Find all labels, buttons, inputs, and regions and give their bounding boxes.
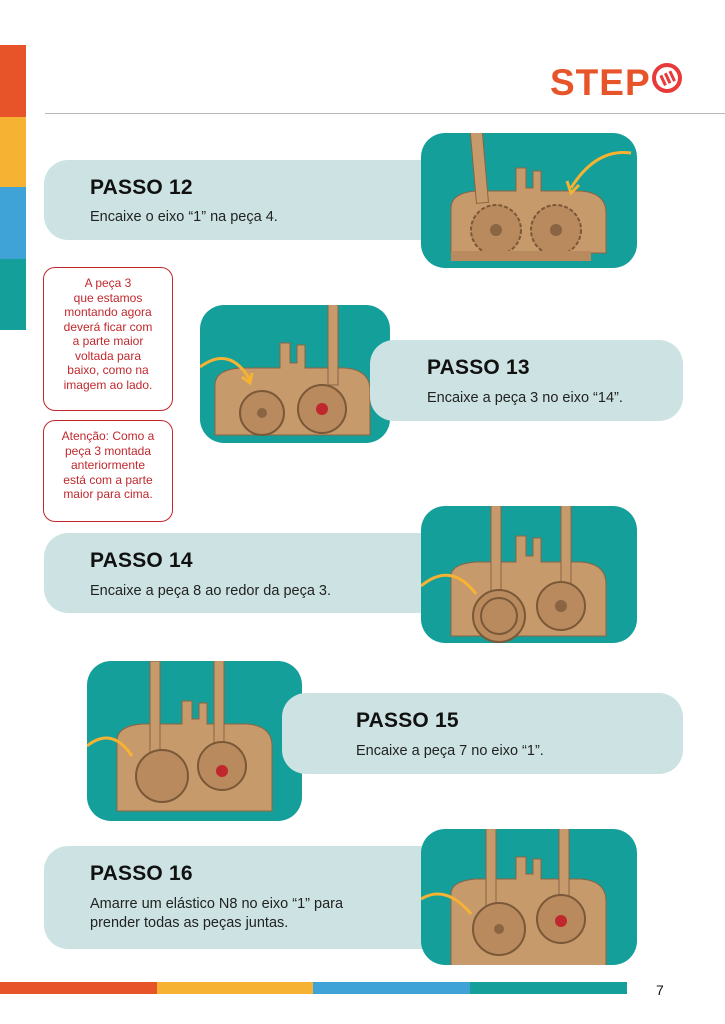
step-15-box (282, 693, 683, 774)
step-12-photo (421, 133, 637, 268)
bottom-stripe-yellow (157, 982, 313, 994)
note1-line: montando agora (64, 305, 152, 319)
note2-line: peça 3 montada (64, 443, 152, 458)
step-13-box (370, 340, 683, 421)
step-16-title: PASSO 16 (90, 862, 193, 885)
note1-line: deverá ficar com (63, 319, 153, 334)
step-14-photo (421, 506, 637, 643)
bottom-stripe-orange (0, 982, 157, 994)
step-14-title: PASSO 14 (90, 549, 193, 572)
note2-line: está com a parte (63, 472, 153, 487)
step-logo (548, 58, 686, 104)
bottom-stripe-teal (470, 982, 627, 994)
step-13-photo (200, 305, 390, 443)
page-number: 7 (656, 982, 664, 998)
bottom-stripe-blue (313, 982, 470, 994)
header-divider (45, 113, 725, 114)
note1-line: que estamos (73, 290, 143, 305)
step-14-box (44, 533, 464, 613)
note1-line: voltada para (74, 348, 142, 363)
side-stripe-blue (0, 187, 26, 259)
logo-text: STEP (550, 62, 651, 103)
side-stripe-orange (0, 45, 26, 117)
step-12-box (44, 160, 464, 240)
side-stripe-yellow (0, 117, 26, 187)
step-12-desc: Encaixe o eixo “1” na peça 4. (90, 209, 278, 225)
step-15-desc: Encaixe a peça 7 no eixo “1”. (356, 743, 544, 759)
step-16-desc (90, 895, 343, 933)
step-12-title: PASSO 12 (90, 176, 193, 199)
note-attention (43, 420, 173, 522)
note1-line: a parte maior (72, 334, 144, 348)
note2-line: anteriormente (70, 458, 146, 472)
step-15-photo (87, 661, 302, 821)
step-16-desc-line2: prender todas as peças juntas. (90, 915, 289, 931)
step-16-desc-line1: Amarre um elástico N8 no eixo “1” para (90, 896, 344, 912)
step-logo-icon (654, 65, 680, 91)
side-stripe-teal (0, 259, 26, 330)
note-piece-3-down (43, 267, 173, 411)
step-14-desc: Encaixe a peça 8 ao redor da peça 3. (90, 583, 332, 599)
note1-line: imagem ao lado. (63, 377, 153, 392)
note1-line: baixo, como na (67, 363, 149, 377)
step-16-photo (421, 829, 637, 965)
note2-line: maior para cima. (63, 487, 153, 501)
note2-line: Atenção: Como a (61, 429, 155, 443)
note1-line: A peça 3 (84, 276, 132, 290)
step-15-title: PASSO 15 (356, 709, 459, 732)
step-13-desc: Encaixe a peça 3 no eixo “14”. (427, 390, 623, 406)
step-13-title: PASSO 13 (427, 356, 530, 379)
